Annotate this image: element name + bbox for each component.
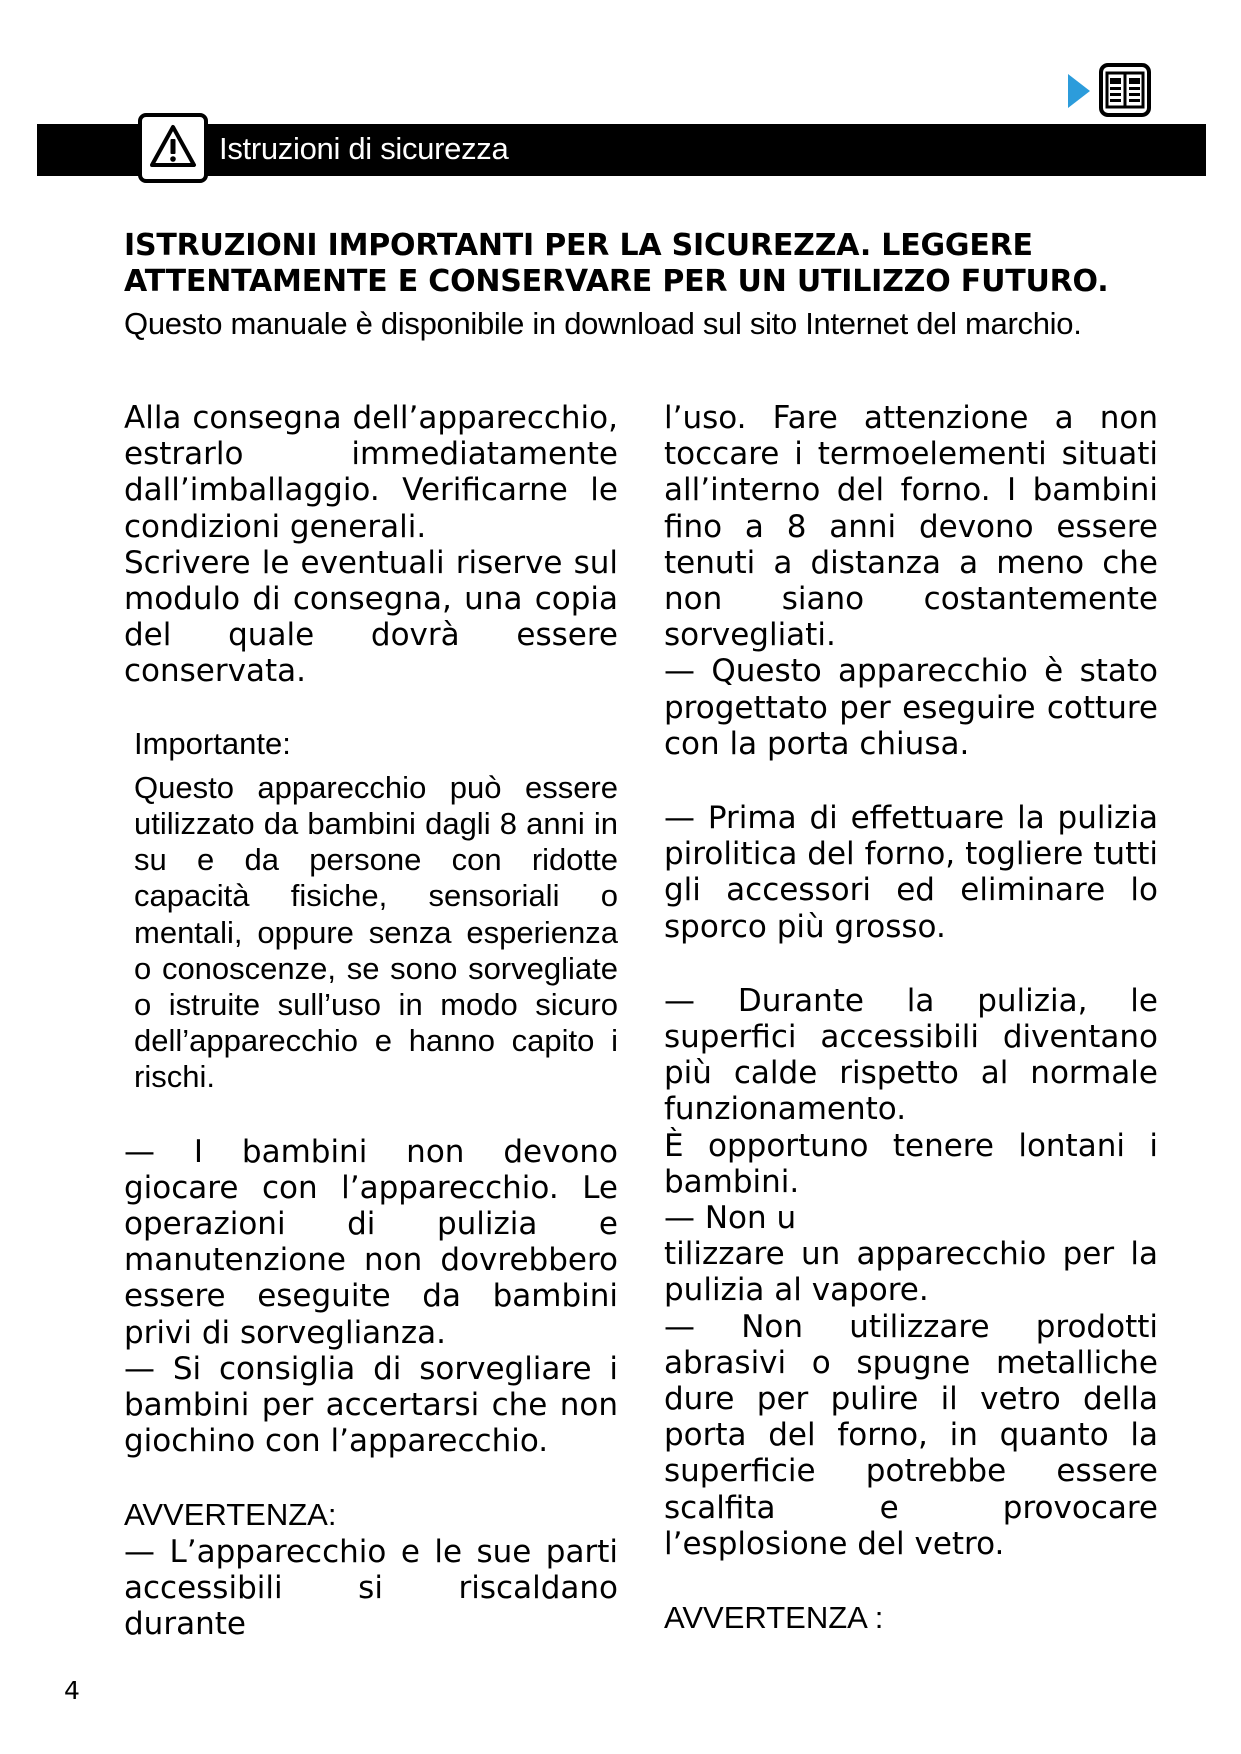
safety-heading-line-1: ISTRUZIONI IMPORTANTI PER LA SICUREZZA. LEGGERE [124, 228, 1033, 263]
heating-elements-paragraph: l’uso. Fare attenzione a non toccare i termoelementi situati all’interno del forno. I bambini fino a 8 anni devono essere tenuti a distanza a meno che non siano costantemente sorvegliati. [664, 400, 1158, 654]
pyrolytic-cleaning-paragraph: — Prima di effettuare la pulizia pirolitica del forno, togliere tutti gli accessori ed eliminare lo sporco più grosso. [664, 800, 1158, 945]
warning-label-right: AVVERTENZA : [664, 1600, 884, 1636]
abrasive-products-paragraph: — Non utilizzare prodotti abrasivi o spugne metalliche dure per pulire il vetro della porta del forno, in quanto la superficie potrebbe essere scalfita e provocare l’esplosione del vetro. [664, 1308, 1158, 1562]
hot-surfaces-paragraph: — Durante la pulizia, le superfici accessibili diventano più calde rispetto al normale funzionamento. [664, 982, 1158, 1128]
section-title: Istruzioni di sicurezza [219, 131, 509, 166]
keep-children-away-paragraph: È opportuno tenere lontani i bambini. [664, 1127, 1158, 1200]
important-label: Importante: [134, 725, 291, 761]
warning-badge [138, 113, 208, 183]
page-number: 4 [64, 1676, 80, 1705]
play-arrow-icon [1068, 74, 1090, 108]
children-play-paragraph: — I bambini non devono giocare con l’apparecchio. Le operazioni di pulizia e manutenzione non dovrebbero essere eseguite da bambini privi di sorveglianza. [124, 1133, 618, 1351]
book-icon [1098, 62, 1152, 118]
section-header-bar [37, 124, 1206, 176]
right-column [664, 400, 1158, 1636]
warning-label: AVVERTENZA: [124, 1497, 337, 1533]
download-note: Questo manuale è disponibile in download sul sito Internet del marchio. [124, 306, 1082, 341]
supervision-paragraph: — Si consiglia di sorvegliare i bambini per accertarsi che non giochino con l’apparecchio. [124, 1350, 618, 1460]
steam-cleaner-paragraph: tilizzare un apparecchio per la pulizia al vapore. [664, 1236, 1158, 1309]
reserves-paragraph: Scrivere le eventuali riserve sul modulo di consegna, una copia del quale dovrà essere conservata. [124, 544, 618, 690]
closed-door-paragraph: — Questo apparecchio è stato progettato per eseguire cotture con la porta chiusa. [664, 653, 1158, 762]
hot-parts-paragraph: — L’apparecchio e le sue parti accessibili si riscaldano durante [124, 1533, 618, 1643]
warning-icon [149, 123, 197, 171]
left-column [124, 400, 618, 1642]
delivery-paragraph: Alla consegna dell’apparecchio, estrarlo immediatamente dall’imballaggio. Verificarne le condizioni generali. [124, 400, 618, 545]
section-nav-indicator [1068, 62, 1152, 120]
steam-cleaner-paragraph-start: — Non u [664, 1200, 797, 1237]
safety-heading-line-2: ATTENTAMENTE E CONSERVARE PER UN UTILIZZO FUTURO. [124, 264, 1109, 299]
children-usage-paragraph: Questo apparecchio può essere utilizzato da bambini dagli 8 anni in su e da persone con ridotte capacità fisiche, sensoriali o mentali, oppure senza esperienza o conoscenze, se sono sorvegliate o istruite sull’uso in modo sicuro dell’apparecchio e hanno capito i rischi. [134, 769, 618, 1095]
intro-block [124, 228, 1164, 348]
